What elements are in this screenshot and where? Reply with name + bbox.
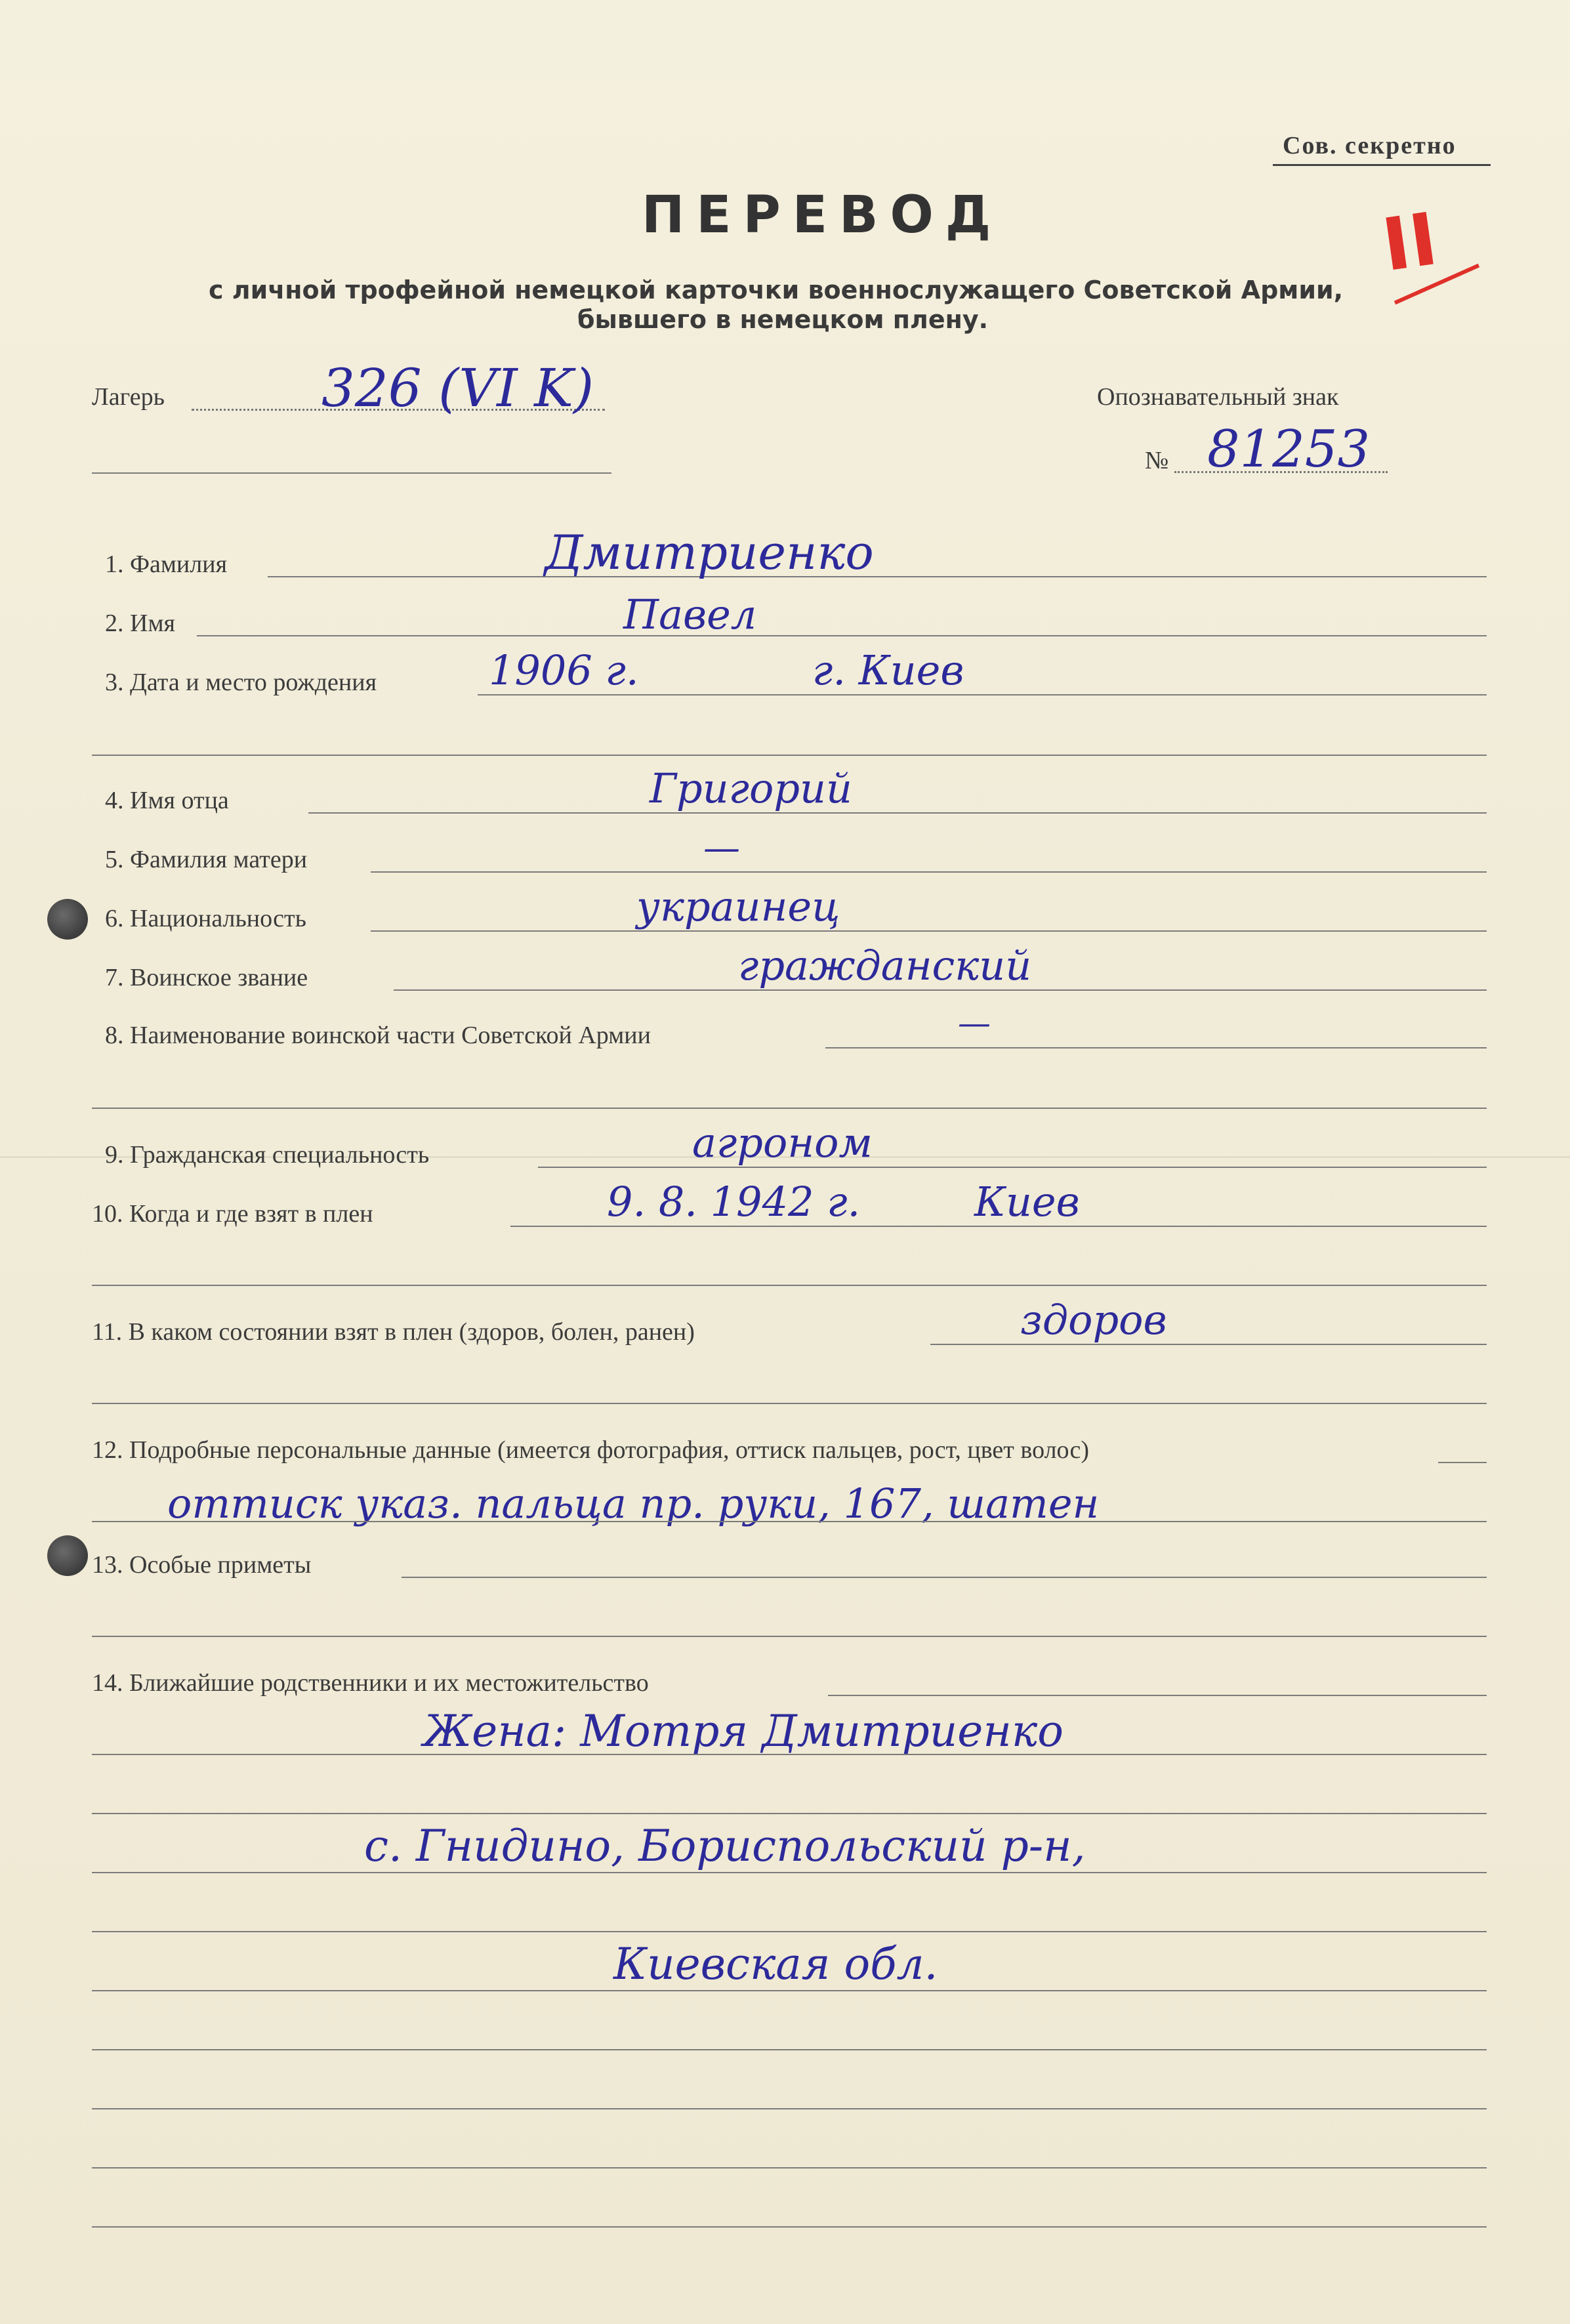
field-6-line [371,930,1487,932]
field-14-value-line-2: с. Гнидино, Бориспольский р-н, [364,1821,1086,1871]
field-9-line [538,1167,1487,1168]
field-6-value: украинец [636,882,840,930]
field-12-label: 12. Подробные персональные данные (имеется фотография, оттиск пальцев, рост, цвет волос) [92,1436,1089,1464]
field-14-line-8 [92,2108,1487,2109]
field-12-line-2 [92,1521,1487,1522]
field-12-line [1438,1462,1487,1463]
field-14-line-5 [92,1931,1487,1932]
field-14-value-line-1: Жена: Мотря Дмитриенко [423,1706,1064,1756]
camp-label: Лагерь [92,383,165,411]
stamp-underline [1273,164,1491,166]
field-2-label: 2. Имя [105,610,175,637]
camp-line-2 [92,472,611,474]
field-4-label: 4. Имя отца [105,787,229,814]
field-5-label: 5. Фамилия матери [105,846,308,873]
field-3-line-2 [92,755,1487,756]
field-1-label: 1. Фамилия [105,550,228,578]
field-14-value-line-3: Киевская обл. [613,1939,938,1989]
field-6-label: 6. Национальность [105,905,306,932]
field-14-label: 14. Ближайшие родственники и их местожительство [92,1669,649,1697]
field-14-line-10 [92,2226,1487,2228]
subtitle-line-1: с личной трофейной немецкой карточки военнослужащего Советской Армии, [209,276,1344,304]
field-1-line [268,576,1487,577]
field-10-place: Киев [974,1178,1080,1226]
field-5-line [371,871,1487,873]
field-10-date: 9. 8. 1942 г. [607,1178,861,1226]
field-14-line-6 [92,1990,1487,1991]
field-10-line-2 [92,1285,1487,1286]
field-1-value: Дмитриенко [545,525,874,580]
field-8-line [825,1047,1487,1048]
field-11-label: 11. В каком состоянии взят в плен (здоров, болен, ранен) [92,1318,695,1346]
field-7-value: гражданский [738,942,1032,989]
document-title: ПЕРЕВОД [642,186,1003,245]
field-3-label: 3. Дата и место рождения [105,669,377,696]
field-14-line-2 [92,1754,1487,1755]
field-8-value: — [958,1004,991,1042]
field-11-value: здоров [1020,1296,1167,1344]
field-14-line [828,1695,1487,1696]
field-14-line-9 [92,2167,1487,2168]
field-3-line [478,694,1487,695]
field-7-label: 7. Воинское звание [105,964,308,991]
field-2-value: Павел [623,591,757,638]
field-4-value: Григорий [650,764,852,812]
subtitle-line-2: бывшего в немецком плену. [577,305,989,334]
field-10-line [510,1226,1487,1227]
field-5-value: — [703,827,740,869]
classification-stamp: Сов. секретно [1283,132,1456,159]
field-3-place: г. Киев [812,646,964,694]
field-14-line-7 [92,2049,1487,2050]
field-3-date: 1906 г. [489,646,639,694]
punch-hole [47,899,88,940]
field-9-label: 9. Гражданская специальность [105,1141,430,1169]
field-10-label: 10. Когда и где взят в плен [92,1200,373,1228]
field-4-line [308,812,1487,814]
field-2-line [197,635,1487,636]
field-13-line [402,1577,1487,1578]
id-mark-value: 81253 [1207,420,1371,479]
id-mark-no: № [1145,447,1169,474]
field-9-value: агроном [692,1119,873,1167]
id-mark-label: Опознавательный знак [1097,383,1339,411]
field-8-line-2 [92,1108,1487,1109]
red-mark: II [1377,196,1443,288]
field-7-line [394,989,1487,991]
field-8-label: 8. Наименование воинской части Советской Армии [105,1022,651,1049]
field-14-line-4 [92,1872,1487,1873]
field-12-value: оттиск указ. пальца пр. руки, 167, шатен [167,1480,1100,1527]
punch-hole [47,1535,88,1576]
camp-value: 326 (VI K) [321,358,594,419]
field-14-line-3 [92,1813,1487,1814]
field-11-line-2 [92,1403,1487,1404]
field-13-line-2 [92,1636,1487,1637]
field-13-label: 13. Особые приметы [92,1551,312,1579]
field-11-line [930,1344,1487,1345]
